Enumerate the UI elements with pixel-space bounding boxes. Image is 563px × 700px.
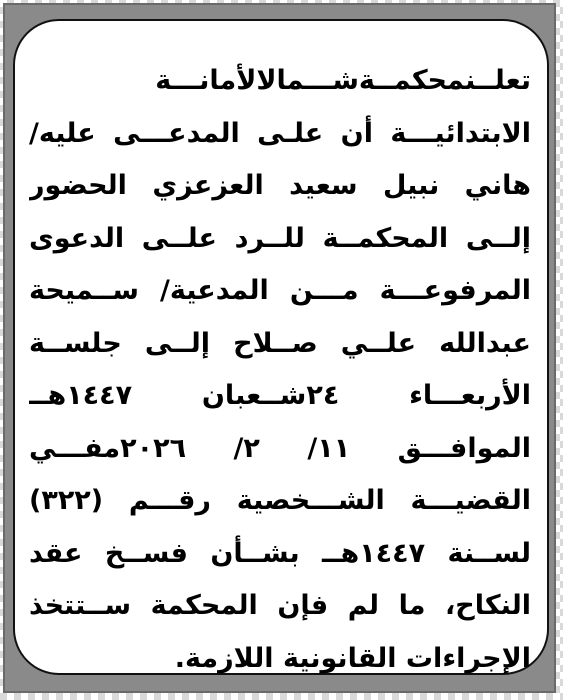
notice-line: الابتدائيـــة أن علـى المدعـــى عليه/ [29, 117, 531, 149]
page-frame [3, 3, 556, 693]
notice-line: الأربعـــاء ٢٤شــعبان ١٤٤٧هــ [29, 380, 531, 411]
notice-line: الموافـــق ١١/ ٢/ ٢٠٢٦مفـــي [29, 432, 531, 464]
notice-line: القضيـــة الشـــخصية رقـــم (٣٢٢) [29, 485, 531, 516]
notice-line: الإجراءات القانونية اللازمة. [174, 642, 531, 674]
notice-line: لســنة ١٤٤٧هــ بشــأن فســخ عقد [29, 537, 531, 569]
notice-line: عبدالله علــي صــلاح إلــى جلســة [29, 327, 531, 359]
notice-line: إلــى المحكمــة للــرد علــى الدعوى [29, 222, 531, 254]
notice-card [13, 19, 549, 675]
notice-line: النكاح، ما لم فإن المحكمة ســتتخذ [29, 590, 531, 621]
notice-line: هاني نبيل سعيد العزعزي الحضور [29, 170, 531, 201]
notice-text [29, 55, 531, 685]
notice-line: تعلــنمحكمــةشـــمالالأمانـــة [155, 65, 531, 96]
notice-line: المرفوعـــة مـــن المدعية/ ســميحة [29, 275, 531, 306]
